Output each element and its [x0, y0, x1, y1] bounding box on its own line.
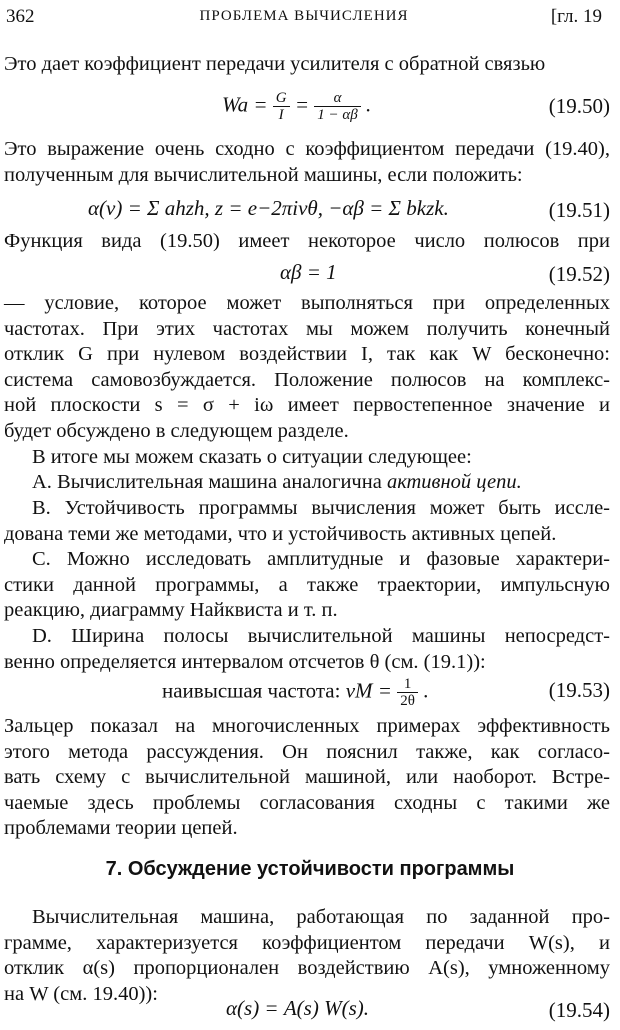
fraction-denominator: 2θ	[400, 693, 415, 709]
equation-body	[222, 90, 371, 123]
item-c	[4, 547, 610, 624]
equation-lead-text: наивысшая частота:	[162, 678, 341, 703]
text-line: — условие, которое может выполняться при определенных	[4, 292, 610, 314]
text-line: будет обсуждено в следующем разделе.	[4, 419, 349, 442]
text-line: проблемами теории цепей.	[4, 817, 238, 840]
text-line: С. Можно исследовать амплитудные и фазовые характери-	[32, 548, 610, 570]
equation-number: (19.50)	[548, 94, 610, 118]
equation-number: (19.52)	[548, 262, 610, 286]
equation-body: αβ = 1	[280, 260, 337, 284]
item-text: А. Вычислительная машина аналогична	[32, 471, 387, 493]
paragraph-6	[4, 714, 610, 842]
paragraph-2	[4, 137, 610, 188]
paragraph-3	[4, 229, 610, 255]
text-line: на W (см. 19.40)):	[4, 982, 158, 1005]
text-line: система самовозбуждается. Положение полюсов на комплекс-	[4, 368, 610, 391]
running-title: ПРОБЛЕМА ВЫЧИСЛЕНИЯ	[199, 8, 409, 24]
equation-tail: .	[423, 678, 429, 703]
page-number: 362	[6, 6, 35, 27]
item-b	[4, 496, 610, 547]
section-title: 7. Обсуждение устойчивости программы	[105, 858, 515, 880]
paragraph-5	[4, 445, 610, 471]
text-line: D. Ширина полосы вычислительной машины непосредст-	[32, 625, 610, 647]
fraction	[397, 676, 418, 709]
fraction-numerator: α	[314, 90, 360, 107]
text-line: отклик G при нулевом воздействии I, так как W бесконечно:	[4, 343, 610, 366]
equation-tail: .	[365, 92, 372, 117]
paragraph-4	[4, 291, 610, 445]
text-line: отклик α(s) пропорционален воздействию A(s), умноженному	[4, 957, 610, 980]
text-line: дована теми же методами, что и устойчивость активных цепей.	[4, 522, 557, 545]
text-line: В. Устойчивость программы вычисления может быть иссле-	[32, 497, 610, 519]
text-line: полученным для вычислительной машины, если положить:	[4, 163, 523, 186]
equation-lhs: Wa =	[222, 92, 268, 117]
text-line: частотах. При этих частотах мы можем получить конечный	[4, 317, 610, 340]
page-header	[6, 6, 602, 32]
text-line: реакцию, диаграмму Найквиста и т. п.	[4, 599, 338, 622]
equation-number: (19.51)	[548, 198, 610, 222]
fraction-numerator: G	[273, 90, 290, 107]
equation-19-53	[4, 672, 610, 710]
text-line: чаемые здесь проблемы согласования сходны с такими же	[4, 791, 610, 814]
equation-body: α(ν) = Σ ahzh, z = e−2πiνθ, −αβ = Σ bkzk.	[88, 196, 449, 220]
text-line: Зальцер показал на многочисленных примерах эффективность	[4, 715, 610, 737]
fraction-denominator: 1 − αβ	[317, 107, 358, 123]
text-line: Функция вида (19.50) имеет некоторое число полюсов при	[4, 230, 610, 252]
text-line: ной плоскости s = σ + iω имеет первостепенное значение и	[4, 394, 610, 417]
fraction-numerator: 1	[397, 676, 418, 693]
text-line: вать схему с вычислительной машиной, или наоборот. Встре-	[4, 766, 610, 789]
equation-number: (19.53)	[548, 678, 610, 702]
equation-lhs: νM =	[345, 678, 392, 703]
equation-19-51	[4, 196, 610, 226]
text-line: Это дает коэффициент передачи усилителя с обратной связью	[4, 53, 546, 75]
text-line	[32, 470, 610, 496]
item-d	[4, 624, 610, 675]
equation-19-50	[4, 86, 610, 126]
text-line: Вычислительная машина, работающая по заданной про-	[32, 906, 610, 928]
equation-19-54	[4, 996, 610, 1026]
fraction	[273, 90, 290, 123]
paragraph-1	[4, 52, 610, 78]
equation-equals: =	[294, 92, 310, 117]
equation-number: (19.54)	[548, 998, 610, 1022]
equation-19-52	[4, 260, 610, 290]
fraction	[314, 90, 360, 123]
item-a	[4, 470, 610, 496]
text-line: этого метода рассуждения. Он пояснил также, как согласо-	[4, 740, 610, 763]
paragraph-7	[4, 905, 610, 1007]
text-line: Это выражение очень сходно с коэффициентом передачи (19.40),	[4, 138, 610, 160]
emphasis-text: активной цепи.	[386, 471, 522, 493]
text-line: В итоге мы можем сказать о ситуации следующее:	[32, 446, 472, 468]
text-line: грамме, характеризуется коэффициентом передачи W(s), и	[4, 931, 610, 954]
equation-body	[162, 676, 428, 709]
text-line: стики данной программы, а также траектории, импульсную	[4, 573, 610, 596]
chapter-marker: [гл. 19	[550, 6, 602, 27]
text-line: венно определяется интервалом отсчетов θ (см. (19.1)):	[4, 650, 486, 673]
equation-body: α(s) = A(s) W(s).	[226, 996, 369, 1020]
fraction-denominator: I	[278, 107, 284, 123]
